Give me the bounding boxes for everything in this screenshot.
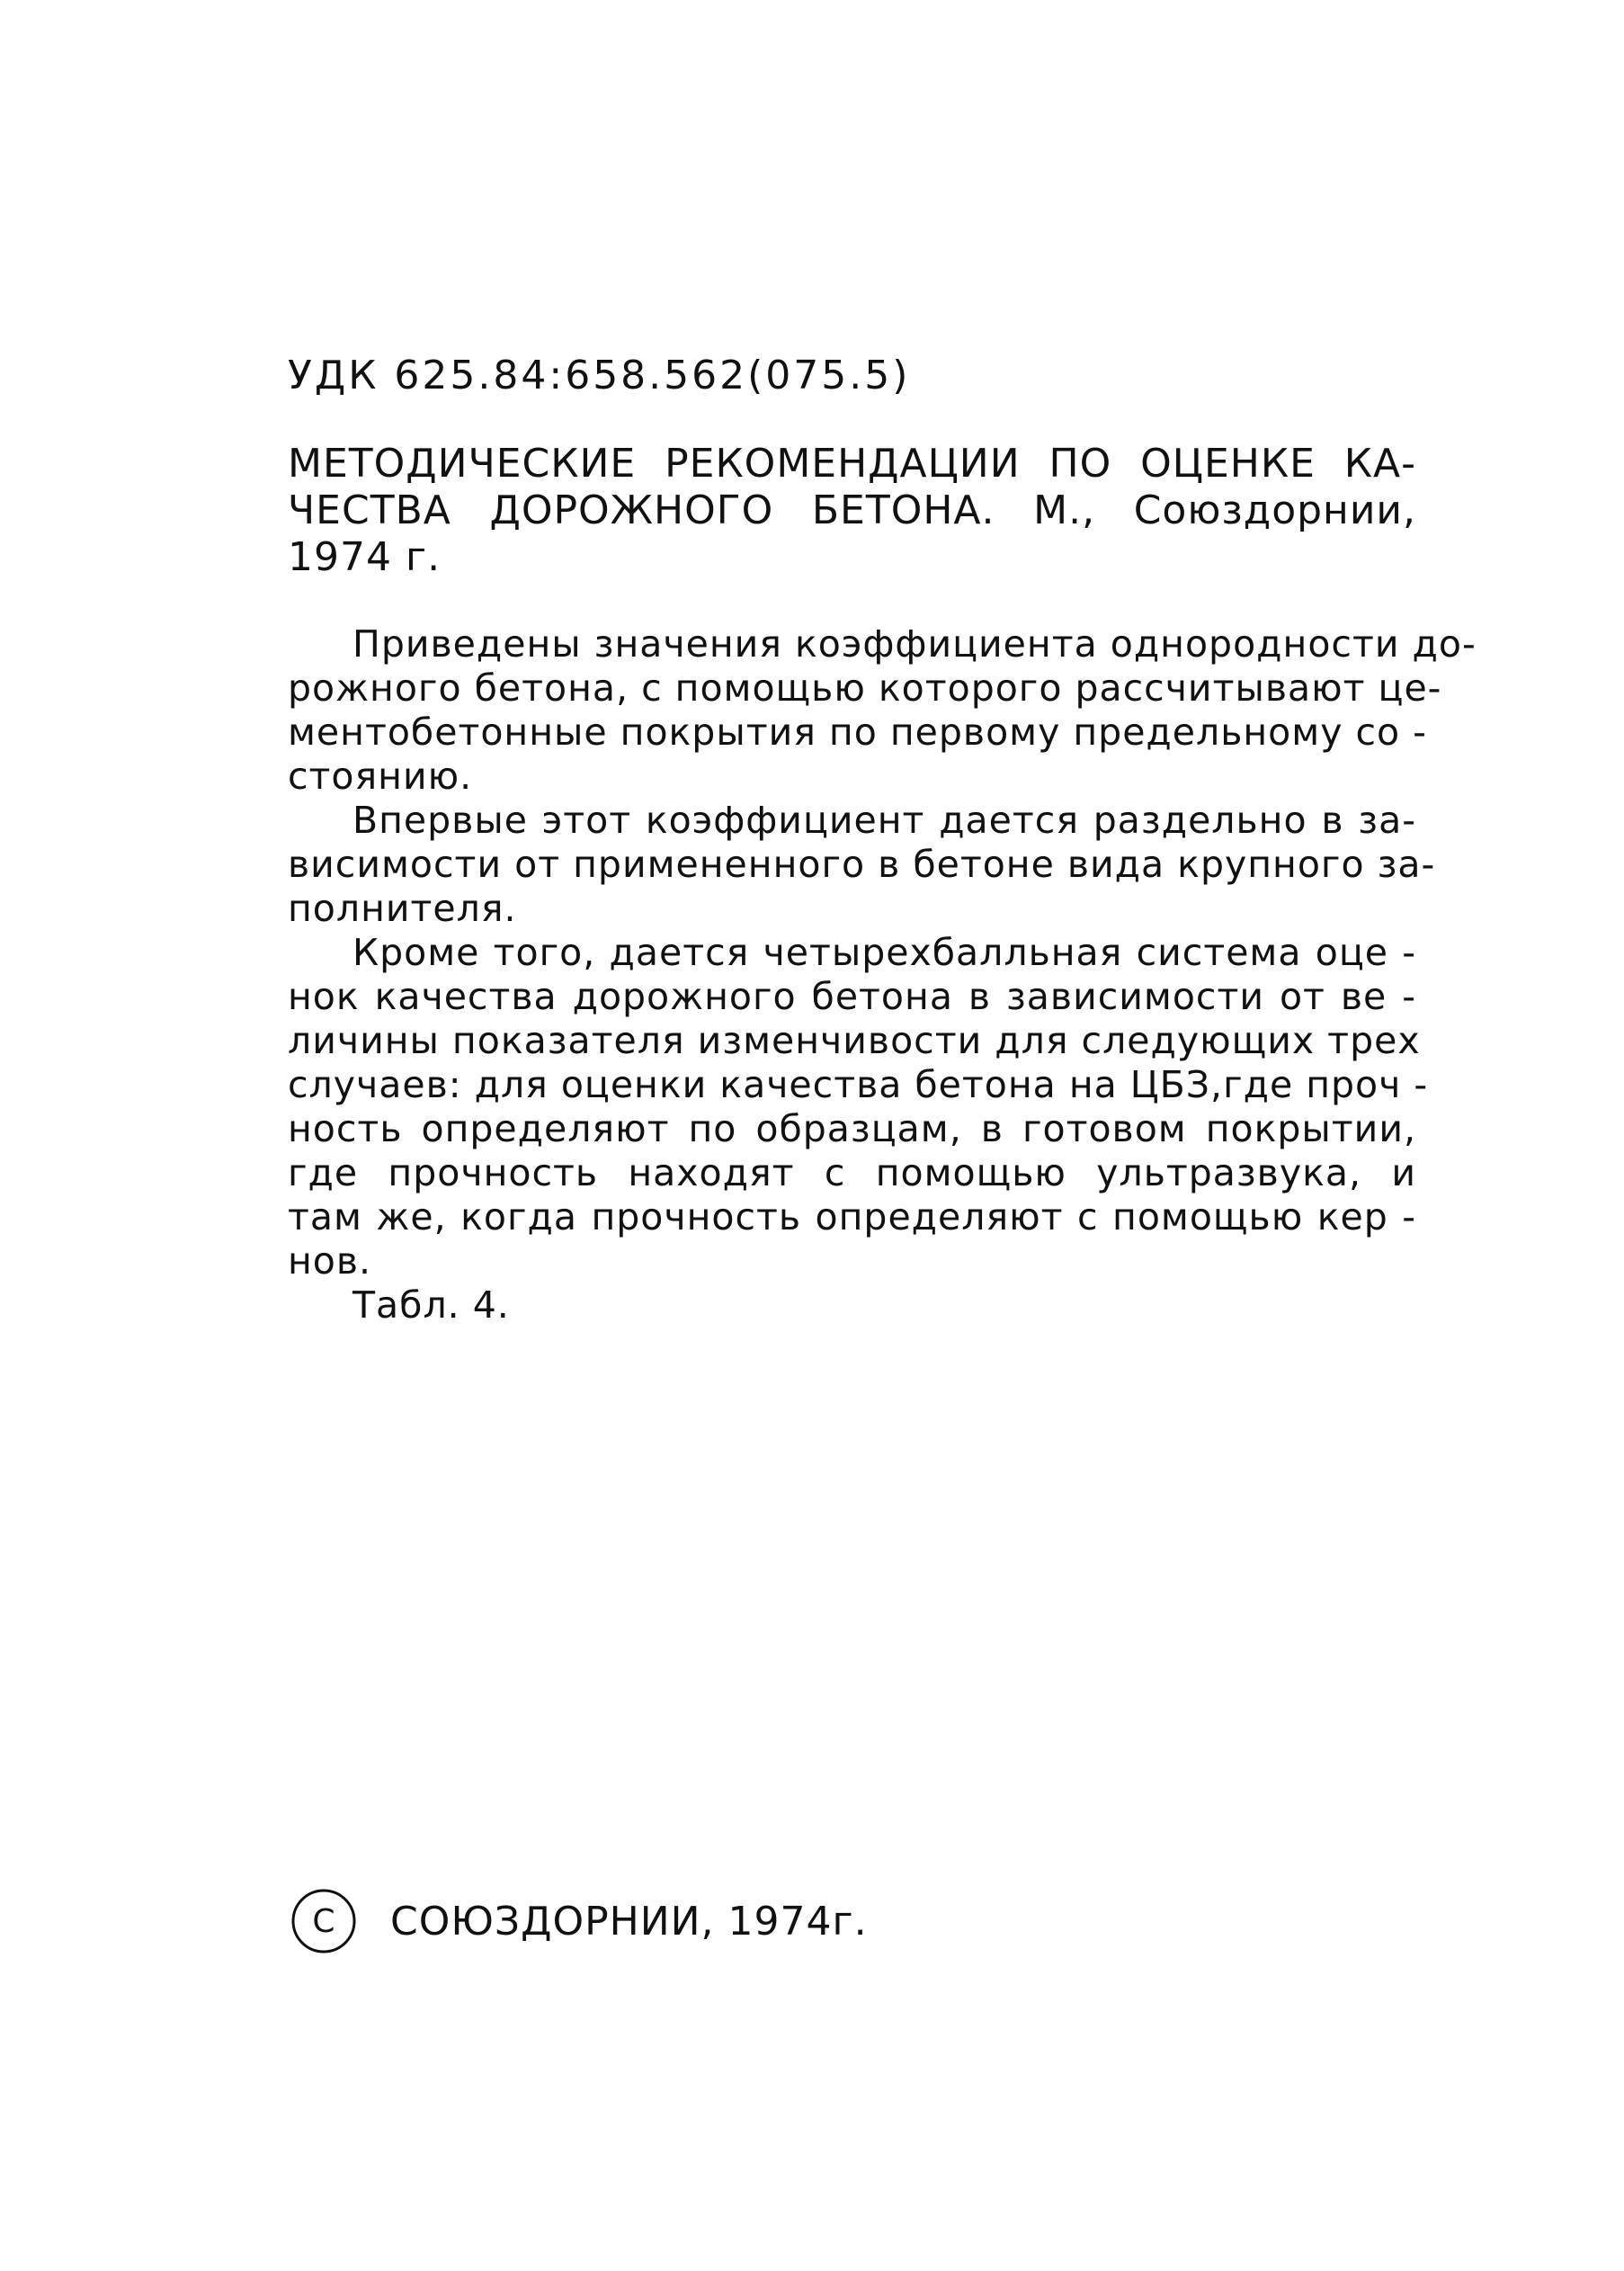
- copyright-symbol: C: [312, 1903, 335, 1940]
- abstract-line: стоянию.: [288, 755, 473, 798]
- abstract-line: Приведены значения коэффициента однородности до-: [352, 622, 1477, 666]
- copyright-circle-icon: [290, 1887, 358, 1955]
- document-title: [288, 441, 1416, 581]
- abstract-line: личины показателя изменчивости для следующих трех: [288, 1019, 1421, 1062]
- title-line: ЧЕСТВА ДОРОЖНОГО БЕТОНА. М., Союздорнии,: [288, 487, 1416, 533]
- abstract-line: где прочность находят с помощью ультразвука, и: [288, 1151, 1416, 1194]
- copyright-icon: [290, 1887, 358, 1955]
- abstract-line: рожного бетона, с помощью которого рассчитывают це-: [288, 666, 1442, 710]
- abstract-line: висимости от примененного в бетоне вида крупного за-: [288, 843, 1436, 886]
- abstract-line: ность определяют по образцам, в готовом покрытии,: [288, 1107, 1416, 1150]
- udk-code: УДК 625.84:658.562(075.5): [288, 353, 911, 398]
- abstract-line: там же, когда прочность определяют с помощью кер -: [288, 1195, 1416, 1238]
- table-count: Табл. 4.: [352, 1283, 510, 1327]
- abstract-line: ментобетонные покрытия по первому предельному со -: [288, 711, 1427, 754]
- copyright-notice: [290, 1887, 868, 1955]
- abstract-line: случаев: для оценки качества бетона на ЦБЗ,где проч -: [288, 1063, 1429, 1106]
- copyright-text: СОЮЗДОРНИИ, 1974г.: [390, 1898, 868, 1945]
- abstract-line: Впервые этот коэффициент дается раздельно в за-: [352, 799, 1416, 842]
- title-line: МЕТОДИЧЕСКИЕ РЕКОМЕНДАЦИИ ПО ОЦЕНКЕ КА-: [288, 441, 1416, 487]
- abstract-line: Кроме того, дается четырехбалльная система оце -: [352, 931, 1416, 974]
- abstract-line: нов.: [288, 1239, 372, 1283]
- abstract: [288, 622, 1477, 1328]
- abstract-line: полнителя.: [288, 887, 517, 930]
- abstract-line: нок качества дорожного бетона в зависимости от ве -: [288, 975, 1416, 1018]
- title-line: 1974 г.: [288, 534, 442, 580]
